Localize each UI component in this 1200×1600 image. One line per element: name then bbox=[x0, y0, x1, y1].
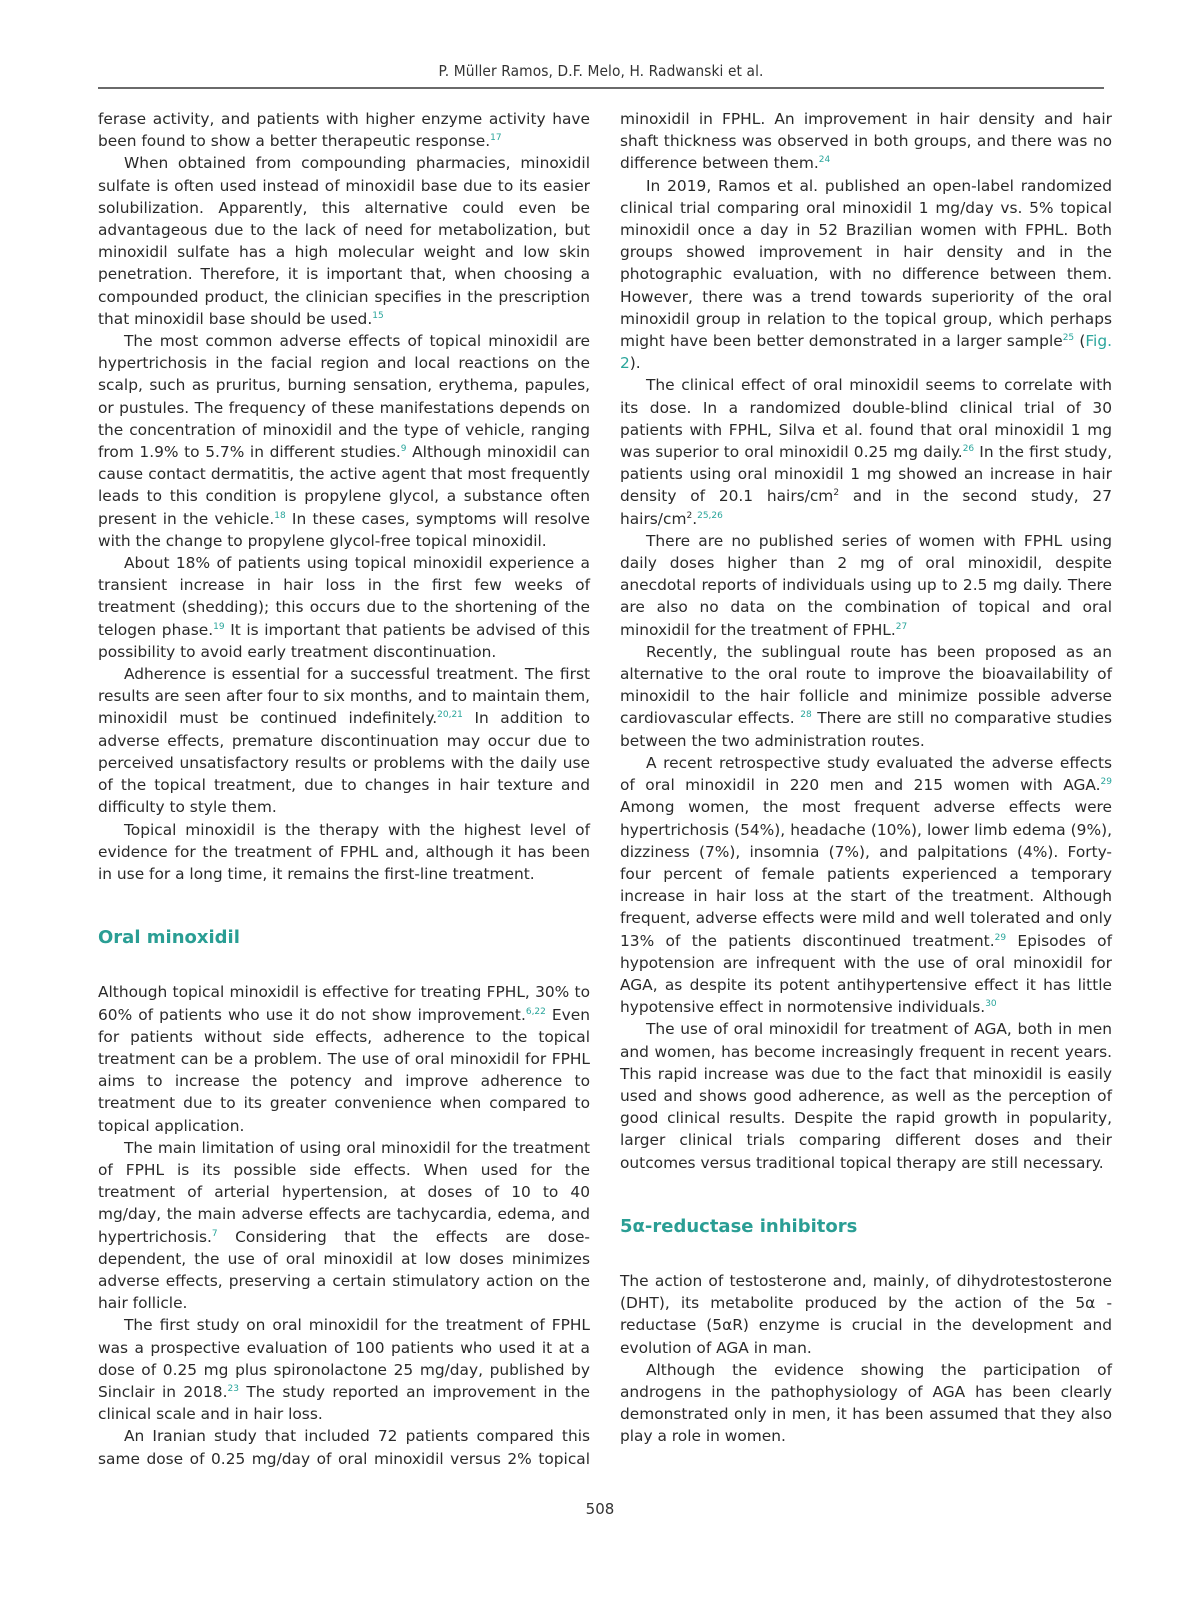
paragraph: There are no published series of women with FPHL using daily doses higher than 2 mg of oral minoxidil, despite anecdotal reports of individuals using up to 2.5 mg daily. There are also no data on the combination of topical and oral minoxidil for the treatment of FPHL.$^{27}$ bbox=[620, 531, 1112, 639]
citation-link[interactable]: 26 bbox=[962, 444, 975, 455]
paragraph: Topical minoxidil is the therapy with the highest level of evidence for the treatment of FPHL and, although it has been in use for a long time, it remains the first-line treatment. bbox=[98, 820, 590, 883]
citation-link[interactable]: 25,26 bbox=[697, 510, 723, 521]
citation-link[interactable]: 18 bbox=[274, 510, 286, 521]
citation-link[interactable]: 28 bbox=[800, 710, 812, 721]
citation-link[interactable]: 15 bbox=[372, 310, 384, 321]
section-heading-oral-minoxidil: Oral minoxidil bbox=[98, 927, 240, 949]
paragraph: The first study on oral minoxidil for the treatment of FPHL was a prospective evaluation of 100 patients who used it at a dose of 0.25 mg plus spironolactone 25 mg/day, published by Sinclair in 2018.23 The study reported an improvement in the clinical scale and in hair loss. bbox=[98, 1316, 591, 1424]
superscript: 2 bbox=[833, 488, 840, 499]
paragraph: ferase activity, and patients with higher enzyme activity have been found to show a better therapeutic response.$^{17}$ bbox=[98, 110, 590, 151]
header-rule bbox=[98, 87, 1104, 89]
paragraph: The use of oral minoxidil for treatment of AGA, both in men and women, has become increasingly frequent in recent years. This rapid increase was due to the fact that minoxidil is easily used and shows good adherence, as well as the perception of good clinical results. Despite the rapid growth in popularity, larger clinical trials comparing different doses and their outcomes versus traditional topical therapy are still necessary. bbox=[620, 1020, 1112, 1172]
left-column bbox=[98, 108, 590, 1470]
superscript: 2 bbox=[686, 510, 693, 521]
right-column bbox=[620, 108, 1112, 1448]
figure-link[interactable]: Fig. 2 bbox=[620, 332, 1112, 373]
paragraph: Although topical minoxidil is effective for treating FPHL, 30% to 60% of patients who use it do not show improvement.$^{6,22}$ Even for patients without side effects, adherence to the topical treatment can be a problem. The use of oral minoxidil for FPHL aims to increase the potency and improve adherence to treatment due to its greater convenience when compared to topical application. bbox=[98, 983, 590, 1135]
page-number: 508 bbox=[585, 1500, 615, 1518]
paragraph: An Iranian study that included 72 patients compared this same dose of 0.25 mg/day of oral minoxidil versus 2% topical bbox=[98, 1427, 590, 1468]
paragraph: The most common adverse effects of topical minoxidil are hypertrichosis in the facial region and local reactions on the scalp, such as pruritus, burning sensation, erythema, papules, or pustules. The frequency of these manifestations depends on the concentration of minoxidil and the type of vehicle, ranging from 1.9% to 5.7% in different studies.$^9$ Although minoxidil can cause contact dermatitis, the active agent that most frequently leads to this condition is propylene glycol, a substance often present in the vehicle.$^{18}$ In these cases, symptoms will resolve with the change to propylene glycol-free topical minoxidil. bbox=[98, 332, 590, 550]
citation-link[interactable]: 20,21 bbox=[437, 710, 463, 721]
paragraph: Although the evidence showing the participation of androgens in the pathophysiology of AGA has been clearly demonstrated only in men, it has been assumed that they also play a role in women. bbox=[620, 1360, 1112, 1446]
citation-link[interactable]: 7 bbox=[211, 1228, 218, 1239]
running-head: P. Müller Ramos, D.F. Melo, H. Radwanski et al. bbox=[438, 62, 764, 80]
citation-link[interactable]: 29 bbox=[994, 932, 1007, 943]
paragraph: About 18% of patients using topical minoxidil experience a transient increase in hair loss in the first few weeks of treatment (shedding); this occurs due to the shortening of the telogen phase.$^{19}$ It is important that patients be advised of this possibility to avoid early treatment discontinuation. bbox=[98, 554, 590, 661]
citation-link[interactable]: 19 bbox=[213, 621, 225, 632]
paragraph: Adherence is essential for a successful treatment. The first results are seen after four to six months, and to maintain them, minoxidil must be continued indefinitely.$^{20,21}$ In addition to adverse effects, premature discontinuation may occur due to perceived unsatisfactory results or problems with the daily use of the topical treatment, due to changes in hair texture and difficulty to style them. bbox=[98, 665, 590, 817]
paragraph: When obtained from compounding pharmacies, minoxidil sulfate is often used instead of minoxidil base due to its easier solubilization. Apparently, this alternative could even be advantageous due to the lack of need for metabolization, but minoxidil sulfate has a high molecular weight and low skin penetration. Therefore, it is important that, when choosing a compounded product, the clinician specifies in the prescription that minoxidil base should be used.$^{15}$ bbox=[98, 154, 590, 328]
paragraph: The main limitation of using oral minoxidil for the treatment of FPHL is its possible side effects. When used for the treatment of arterial hypertension, at doses of 10 to 40 mg/day, the main adverse effects are tachycardia, edema, and hypertrichosis.$^7$ Considering that the effects are dose-dependent, the use of oral minoxidil at low doses minimizes adverse effects, preserving a certain stimulatory action on the hair follicle. bbox=[98, 1138, 590, 1313]
citation-link[interactable]: 6,22 bbox=[525, 1006, 546, 1017]
citation-link[interactable]: 25 bbox=[1062, 333, 1075, 344]
paragraph: A recent retrospective study evaluated the adverse effects of oral minoxidil in 220 men and 215 women with AGA.$^{29}$ Among women, the most frequent adverse effects were hypertrichosis (54%), headache (10%), lower limb edema (9%), dizziness (7%), insomnia (7%), and palpitations (4%). Forty-four percent of female patients experienced a temporary increase in hair loss at the start of the treatment. Although frequent, adverse effects were mild and well tolerated and only 13% of the patients discontinued treatment.$^{29}$ Episodes of hypotension are infrequent with the use of oral minoxidil for AGA, as despite its potent antihypertensive effect it has little hypotensive effect in normotensive individuals.$^{30}$ bbox=[620, 753, 1112, 1017]
paragraph: The action of testosterone and, mainly, of dihydrotestosterone (DHT), its metabolite produced by the action of the 5α -reductase (5αR) enzyme is crucial in the development and evolution of AGA in man. bbox=[620, 1271, 1112, 1357]
citation-link[interactable]: 24 bbox=[818, 155, 831, 166]
paragraph: In 2019, Ramos et al. published an open-label randomized clinical trial comparing oral minoxidil 1 mg/day vs. 5% topical minoxidil once a day in 52 Brazilian women with FPHL. Both groups showed improvement in hair density and in the photographic evaluation, with no difference between them. However, there was a trend towards superiority of the oral minoxidil group in relation to the topical group, which perhaps might have been better demonstrated in a larger sample$^{25}$ (Fig. 2). bbox=[620, 176, 1112, 373]
citation-link[interactable]: 17 bbox=[490, 133, 502, 144]
section-heading-5a-reductase: 5α-reductase inhibitors bbox=[620, 1215, 858, 1237]
citation-link[interactable]: 29 bbox=[1100, 777, 1112, 788]
citation-link[interactable]: 9 bbox=[400, 444, 407, 455]
citation-link[interactable]: 27 bbox=[895, 621, 908, 632]
paragraph: minoxidil in FPHL. An improvement in hair density and hair shaft thickness was observed in both groups, and there was no difference between them.$^{24}$ bbox=[620, 110, 1112, 173]
paragraph: The clinical effect of oral minoxidil seems to correlate with its dose. In a randomized double-blind clinical trial of 30 patients with FPHL, Silva et al. found that oral minoxidil 1 mg was superior to oral minoxidil 0.25 mg daily.$^{26}$ In the first study, patients using oral minoxidil 1 mg showed an increase in hair density of 20.1 hairs/$cm^2$ and in the second study, 27 hairs/$cm^2.^{25,26}$ bbox=[620, 376, 1112, 528]
paragraph: Recently, the sublingual route has been proposed as an alternative to the oral route to improve the bioavailability of minoxidil to the hair follicle and minimize possible adverse cardiovascular effects. $^{28}$ There are still no comparative studies between the two administration routes. bbox=[620, 642, 1112, 750]
citation-link[interactable]: 23 bbox=[227, 1383, 239, 1394]
citation-link[interactable]: 30 bbox=[985, 999, 997, 1010]
